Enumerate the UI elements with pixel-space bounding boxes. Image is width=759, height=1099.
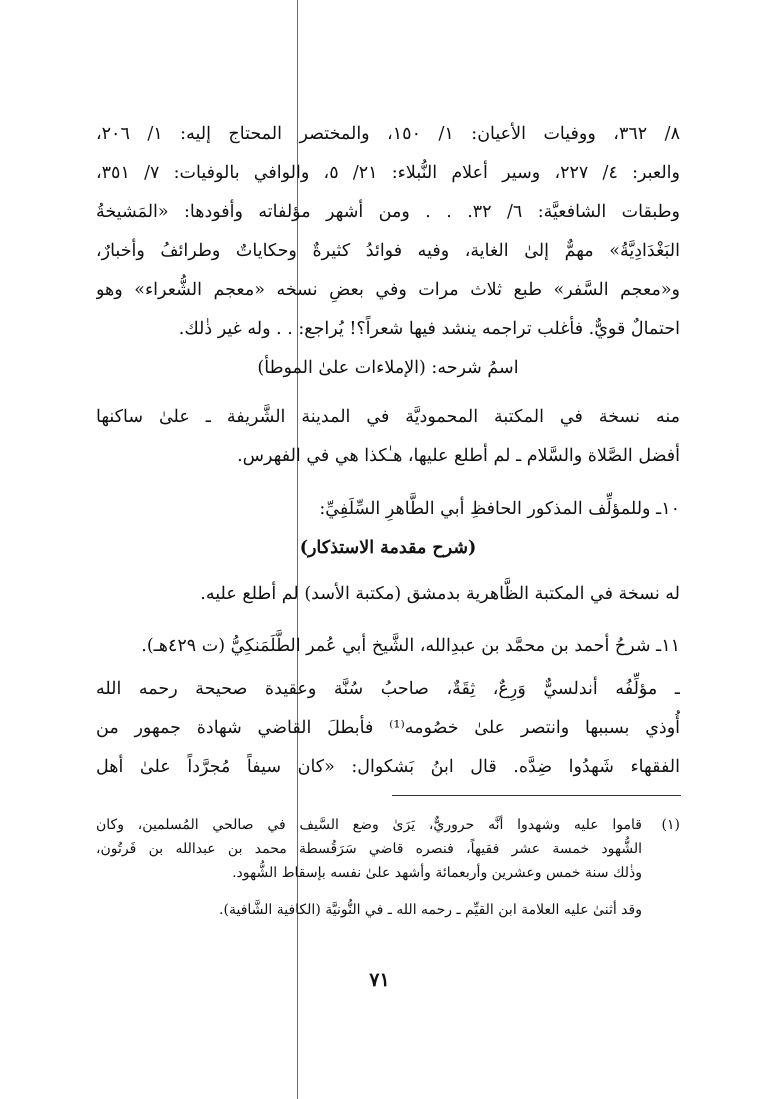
paragraph-sources xyxy=(96,115,680,349)
commentary-title-block xyxy=(96,349,680,388)
footnote-line: الشُّهود خمسة عشر فقيهاً، فنصره قاضي سَرَقُسطة محمد بن عبدالله بن فَرتُون، xyxy=(96,841,642,857)
footnote-line: وذٰلك سنة خمس وعشرين وأربعمائة وأشهد علىٰ نفسه بإسقاط الشُّهود. xyxy=(232,865,642,881)
commentary-title: اسمُ شرحه: (الإملاءات علىٰ الموطأ) xyxy=(257,358,519,378)
text-line: منه نسخة في المكتبة المحموديَّة في المدينة الشَّريفة ـ علىٰ ساكنها xyxy=(96,407,680,427)
footnote-extra: وقد أثنىٰ عليه العلامة ابن القيِّم ـ رحمه الله ـ في النُّونيَّة (الكافية الشَّافية). xyxy=(219,902,642,918)
item-11-body xyxy=(96,670,680,787)
item-10-note: له نسخة في المكتبة الظَّاهرية بدمشق (مكتبة الأسد) لم أطلع عليه. xyxy=(200,584,680,604)
item-11-heading: ١١ـ شرحُ أحمد بن محمَّد بن عبدِالله، الشَّيخ أبي عُمر الطَّلَمَنكِيُّ (ت ٤٢٩هـ). xyxy=(141,636,680,656)
text-line: والعبر: ٤/ ٢٢٧، وسير أعلام النُّبلاء: ٢١/ ٥، والوافي بالوفيات: ٧/ ٣٥١، xyxy=(96,163,680,183)
text-line: الفقهاء شَهدُوا ضِدَّه. قال ابنُ بَشكوال: «كان سيفاً مُجرَّداً علىٰ أهل xyxy=(96,757,680,777)
footnote-separator xyxy=(392,795,681,796)
item-11 xyxy=(96,627,680,666)
text-line: أفضل الصَّلاة والسَّلام ـ لم أطلع عليها، هـٰكذا هي في الفهرس. xyxy=(237,446,680,466)
text-line: وطبقات الشافعيَّة: ٦/ ٣٢. . . ومن أشهر مؤلفاته وأفودها: «المَشيخةُ xyxy=(96,202,680,222)
text-line: ٨/ ٣٦٢، ووفيات الأعيان: ١/ ١٥٠، والمختصر المحتاج إليه: ١/ ٢٠٦، xyxy=(96,124,680,144)
text-line: احتمالٌ قويٌّ. فأغلب تراجمه ينشد فيها شعراً؟! يُراجع: . . وله غير ذٰلك. xyxy=(178,319,680,339)
text-line: أُوذي بسببها وانتصر علىٰ خصُومه⁽¹⁾ فأبطلَ القاضي شهادة جمهور من xyxy=(96,718,680,738)
footnote-extra-block xyxy=(96,898,680,922)
footnote-line: قاموا عليه وشهدوا أنَّه حروريٌّ، يَرَىٰ وضع السَّيف في صالحي المُسلمين، وكان xyxy=(96,817,642,833)
item-10-note-block xyxy=(96,575,680,614)
text-line: و«معجم السَّفر» طبع ثلاث مرات وفي بعضِ نسخه «معجم الشُّعراء» وهو xyxy=(96,280,680,300)
footnote xyxy=(96,813,680,885)
text-line: ـ مؤلِّفُه أندلسيٌّ وَرِعٌ، ثِقَةٌ، صاحبُ سُنَّة وعقيدة صحيحة رحمه الله xyxy=(96,679,680,699)
item-10-heading: ١٠ـ وللمؤلِّف المذكور الحافظِ أبي الطَّاهرِ السِّلَفِيِّ: xyxy=(319,499,680,519)
footnote-marker: (١) xyxy=(661,817,680,833)
item-10 xyxy=(96,490,680,568)
text-line: البَغْدَادِيَّةُ» مهمٌّ إلىٰ الغاية، وفيه فوائدُ كثيرةٌ وحكاياتٌ وطرائفُ وأخبارٌ، xyxy=(96,241,680,261)
page-number: ٧١ xyxy=(369,969,390,991)
item-10-title: (شرح مقدمة الاستذكار) xyxy=(299,538,477,558)
paragraph-manuscript xyxy=(96,398,680,476)
